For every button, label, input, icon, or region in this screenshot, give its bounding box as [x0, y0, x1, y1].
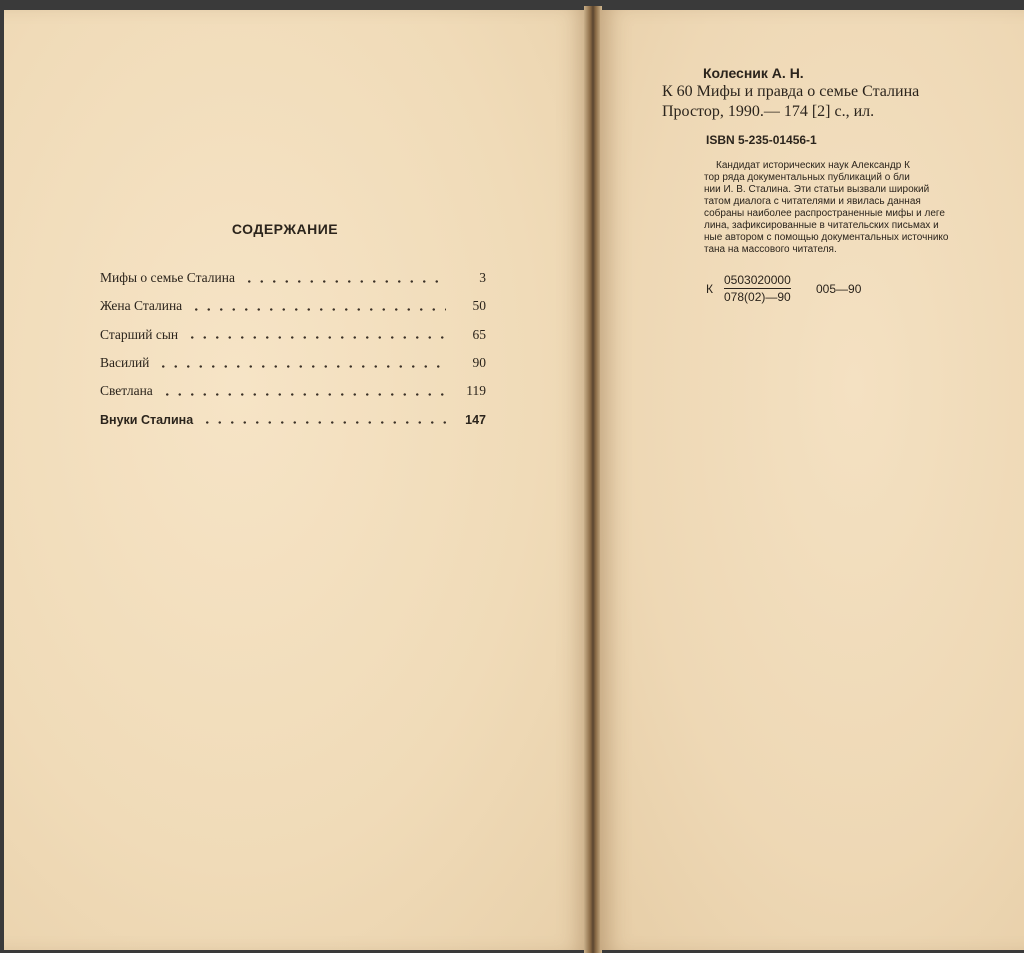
toc-entry — [100, 321, 486, 349]
toc-leader-dots — [243, 280, 446, 283]
toc-title: СОДЕРЖАНИЕ — [231, 221, 339, 237]
toc-leader-dots — [161, 393, 446, 396]
abstract-line: ные автором с помощью документальных источнико — [704, 232, 949, 243]
toc-leader-dots — [201, 421, 446, 424]
left-page — [4, 10, 588, 950]
toc-entry-page: 65 — [472, 326, 486, 342]
toc-leader-dots — [157, 365, 446, 368]
toc-entry — [100, 292, 486, 320]
toc-entry-label: Внуки Сталина — [100, 412, 194, 427]
catalog-title-line: К 60 Мифы и правда о семье Сталина — [662, 83, 920, 100]
toc-entry-label: Старший сын — [100, 326, 179, 342]
toc-entry-page: 3 — [479, 270, 486, 286]
toc-leader-dots — [190, 308, 446, 311]
toc-entry-label: Василий — [100, 355, 150, 371]
catalog-code-denominator: 078(02)—90 — [724, 290, 791, 304]
abstract-line: тана на массового читателя. — [704, 244, 837, 255]
catalog-code-prefix: К — [706, 282, 713, 296]
abstract-line: лина, зафиксированные в читательских письмах и — [704, 220, 939, 231]
toc-entry-page: 119 — [466, 383, 486, 399]
toc-entry — [100, 377, 486, 405]
toc-entry-label: Светлана — [100, 383, 153, 399]
toc-entry-label: Жена Сталина — [100, 298, 183, 314]
toc-leader-dots — [186, 336, 446, 339]
toc-entry-label: Мифы о семье Сталина — [100, 270, 235, 286]
abstract-line: татом диалога с читателями и явилась данная — [704, 196, 921, 207]
catalog-publisher-line: Простор, 1990.— 174 [2] с., ил. — [662, 103, 875, 120]
abstract-line: нии И. В. Сталина. Эти статьи вызвали широкий — [704, 184, 930, 195]
catalog-abstract — [704, 160, 1024, 256]
catalog-code-suffix: 005—90 — [816, 282, 862, 296]
abstract-line: Кандидат исторических наук Александр К — [716, 160, 910, 171]
catalog-author: Колесник А. Н. — [703, 65, 804, 81]
abstract-line: собраны наиболее распространенные мифы и леге — [704, 208, 945, 219]
abstract-line: тор ряда документальных публикаций о бли — [704, 172, 910, 183]
catalog-isbn: ISBN 5-235-01456-1 — [706, 133, 817, 147]
toc-entry-page: 147 — [465, 412, 486, 427]
toc-entry — [100, 349, 486, 377]
toc-list — [100, 264, 486, 434]
toc-entry-page: 90 — [472, 355, 486, 371]
toc-entry — [100, 405, 486, 433]
toc-entry — [100, 264, 486, 292]
toc-entry-page: 50 — [472, 298, 486, 314]
right-page — [600, 10, 1024, 950]
catalog-code-numerator: 0503020000 — [724, 273, 791, 287]
